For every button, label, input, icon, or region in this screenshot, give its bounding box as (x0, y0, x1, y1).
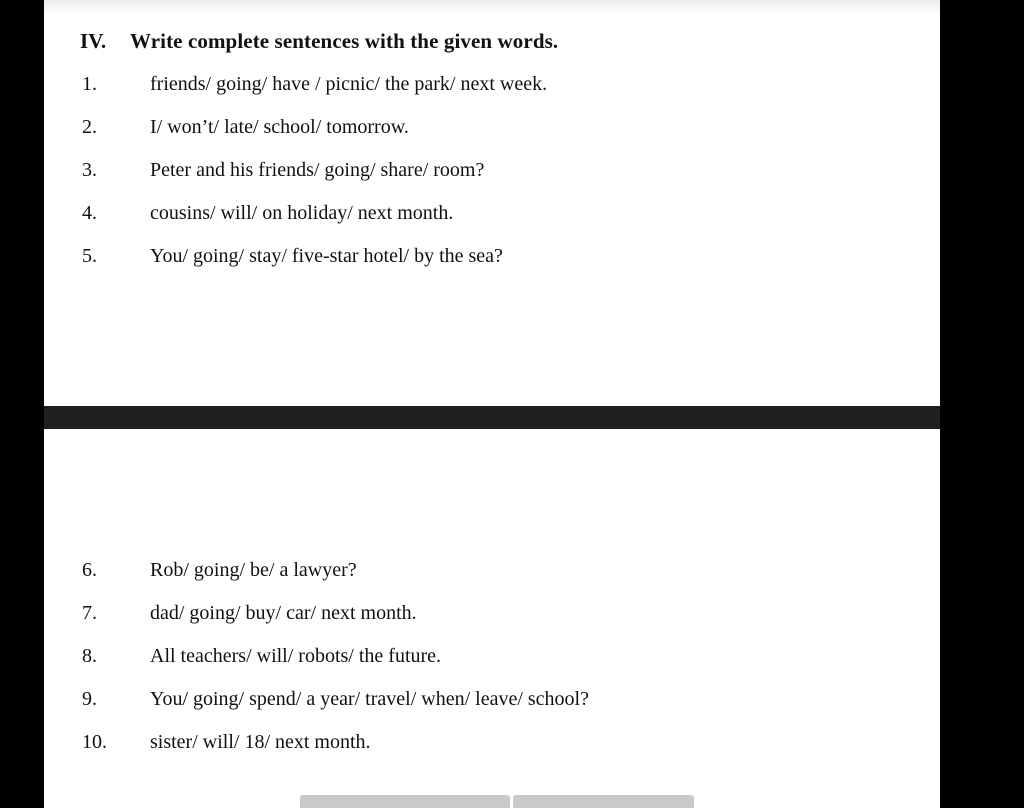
item-text: cousins/ will/ on holiday/ next month. (150, 202, 454, 224)
item-text: I/ won’t/ late/ school/ tomorrow. (150, 116, 409, 138)
scrollbar-thumb-left[interactable] (300, 795, 510, 808)
item-number: 2. (82, 116, 97, 138)
item-number: 10. (82, 731, 107, 753)
document-page-2 (44, 429, 940, 808)
item-text: You/ going/ spend/ a year/ travel/ when/ leave/ school? (150, 688, 589, 710)
item-number: 4. (82, 202, 97, 224)
document-page-1 (44, 0, 940, 406)
item-number: 3. (82, 159, 97, 181)
exercise-number: IV. (80, 29, 107, 53)
exercise-instruction: Write complete sentences with the given words. (130, 29, 559, 53)
page-separator (44, 406, 940, 429)
item-number: 6. (82, 559, 97, 581)
item-text: sister/ will/ 18/ next month. (150, 731, 371, 753)
item-number: 5. (82, 245, 97, 267)
item-text: Rob/ going/ be/ a lawyer? (150, 559, 357, 581)
item-text: Peter and his friends/ going/ share/ room? (150, 159, 485, 181)
item-number: 1. (82, 73, 97, 95)
item-text: You/ going/ stay/ five-star hotel/ by the sea? (150, 245, 503, 267)
item-text: All teachers/ will/ robots/ the future. (150, 645, 442, 667)
item-number: 8. (82, 645, 97, 667)
item-number: 7. (82, 602, 97, 624)
exercise-heading (80, 29, 558, 54)
item-number: 9. (82, 688, 97, 710)
item-text: dad/ going/ buy/ car/ next month. (150, 602, 417, 624)
item-text: friends/ going/ have / picnic/ the park/ next week. (150, 73, 548, 95)
scrollbar-thumb-right[interactable] (513, 795, 694, 808)
